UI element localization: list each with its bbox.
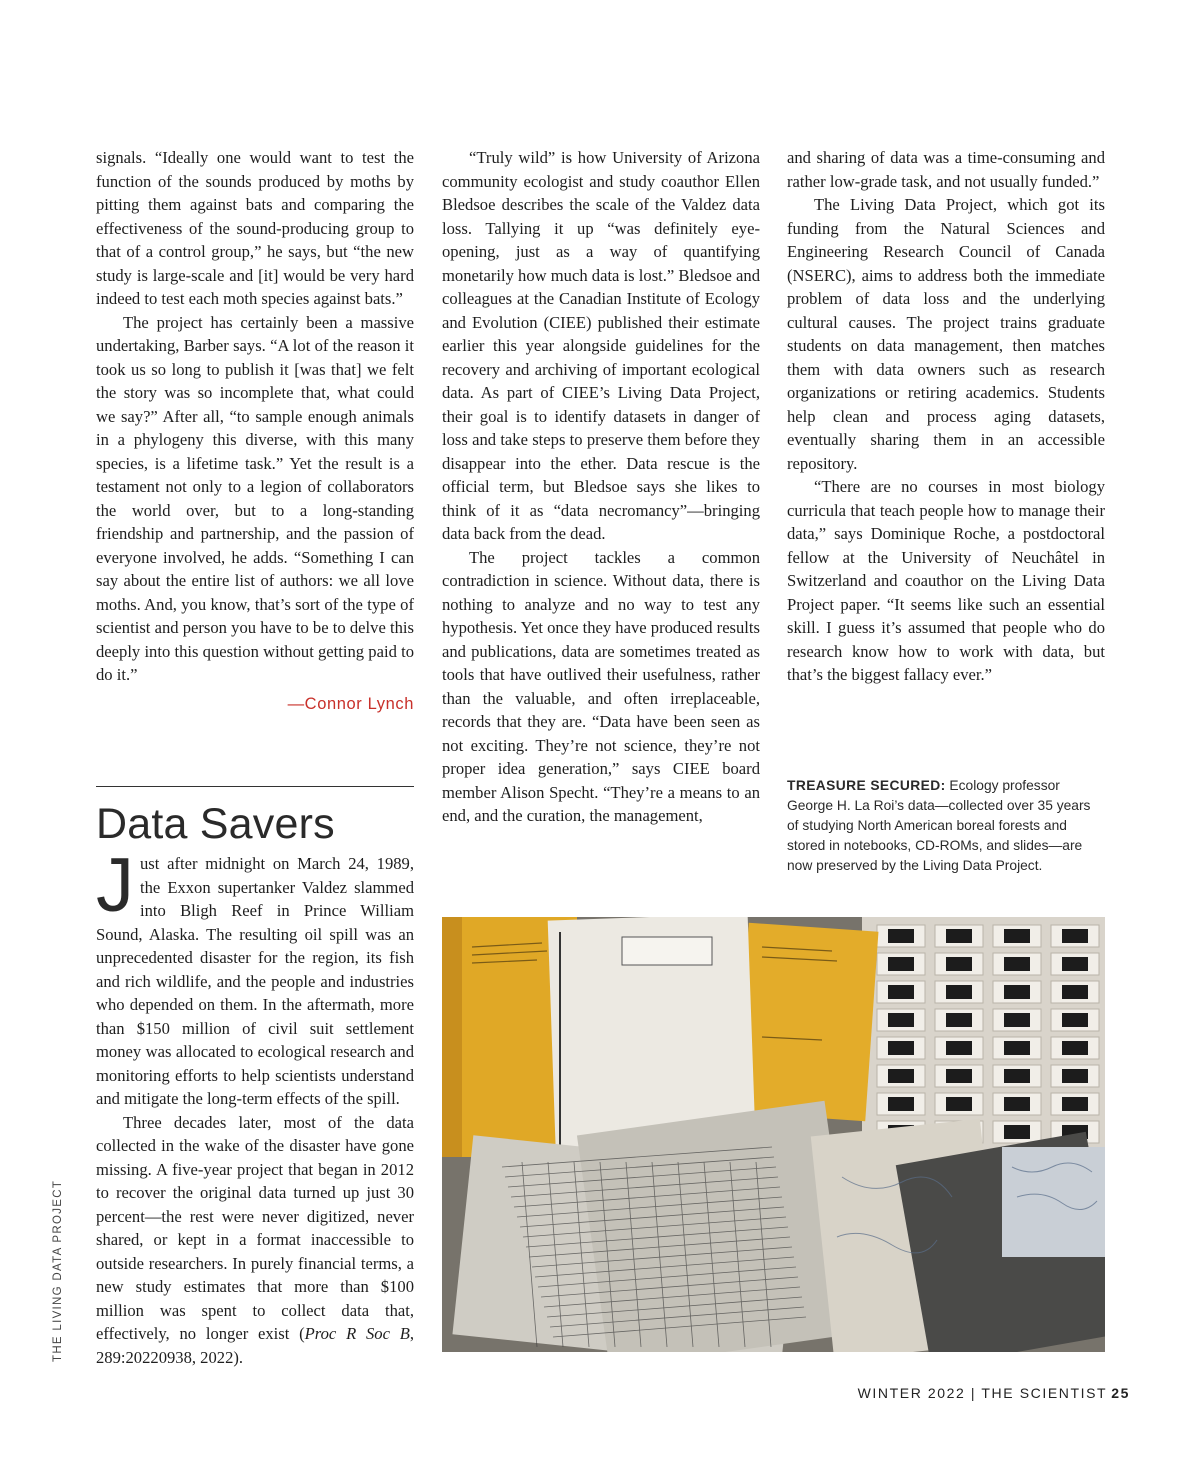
caption-text: Ecology professor George H. La Roi’s data—collected over 35 years of studying North American boreal forests and stored in notebooks, CD-ROMs, and slides—are now preserved by the Living Data Project. (787, 778, 1091, 873)
drop-cap: J (96, 843, 134, 928)
paragraph-text: Three decades later, most of the data collected in the wake of the disaster have gone missing. A five-year project that began in 2012 to recover the original data turned up just 30 percent—the rest were never digitized, never shared, or kept in a format inaccessible to outside researchers. In purely financial terms, a new study estimates that more than $100 million was spent to collect data that, effectively, no longer exist ( (96, 1112, 414, 1343)
article-column-2 (442, 146, 760, 828)
lead-text: ust after midnight on March 24, 1989, the Exxon supertanker Valdez slammed into Bligh Reef in Prince William Sound, Alaska. The resulting oil spill was an unprecedented disaster for the region, its fish and rich wildlife, and the people and industries who depended on them. In the aftermath, more than $150 million of civil suit settlement money was allocated to ecological research and monitoring efforts to help scientists understand and mitigate the long-term effects of the spill. (96, 854, 414, 1108)
paragraph: The project tackles a common contradiction in science. Without data, there is nothing to analyze and no way to test any hypothesis. Yet once they have produced results and publications, data are sometimes treated as tools that have outlived their usefulness, rather than the valuable, and often irreplaceable, records that they are. “Data have been seen as not exciting. They’re not science, they’re not proper idea generation,” says CIEE board member Alison Specht. “They’re a means to an end, and the curation, the management, (442, 547, 760, 825)
citation-journal: Proc R Soc B (304, 1324, 410, 1343)
section-column-1 (96, 843, 414, 1369)
article-column-3 (787, 146, 1105, 687)
caption-label: TREASURE SECURED: (787, 778, 946, 793)
paragraph: The project has certainly been a massive undertaking, Barber says. “A lot of the reason it took us so long to publish it [was that] we felt the story was so incomplete that, what could we say?” After all, “to sample enough animals in a phylogeny this diverse, with this many species, is a lifetime task.” Yet the result is a testament not only to a legion of collaborators the world over, but to a long-standing friendship and partnership, and the passion of everyone involved, he adds. “Something I can say about the entire list of authors: we all love moths. And, you know, that’s sort of the type of scientist and person you have to be to delve this deeply into this question without getting paid to do it.” (96, 312, 414, 684)
lead-paragraph (96, 843, 414, 1111)
citation-details: , 289:20220938, 2022). (96, 1324, 414, 1367)
author-byline: —Connor Lynch (287, 694, 414, 713)
section-title: Data Savers (96, 800, 335, 848)
page-number: 25 (1111, 1385, 1130, 1401)
data-archive-photo (442, 917, 1105, 1352)
paragraph: and sharing of data was a time-consuming and rather low-grade task, and not usually funded.” (787, 148, 1105, 191)
article-column-1 (96, 146, 414, 716)
paragraph: The Living Data Project, which got its funding from the Natural Sciences and Engineering Research Council of Canada (NSERC), aims to address both the immediate problem of data loss and the underlying cultural causes. The project trains graduate students on data management, then matches them with data owners such as research organizations or retiring academics. Students help clean and process aging datasets, eventually sharing them in an accessible repository. (787, 195, 1105, 473)
paragraph: “There are no courses in most biology curricula that teach people how to manage their data,” says Dominique Roche, a postdoctoral fellow at the University of Neuchâtel in Switzerland and coauthor on the Living Data Project paper. “It seems like such an essential skill. I guess it’s assumed that people who do research know how to work with data, but that’s the biggest fallacy ever.” (787, 477, 1105, 684)
section-divider (96, 786, 414, 787)
paragraph: “Truly wild” is how University of Arizona community ecologist and study coauthor Ellen Bledsoe describes the scale of the Valdez data loss. Tallying it up “was definitely eye-opening, just as a way of quantifying monetarily how much data is lost.” Bledsoe and colleagues at the Canadian Institute of Ecology and Evolution (CIEE) published their estimate earlier this year alongside guidelines for the recovery and archiving of important ecological data. As part of CIEE’s Living Data Project, their goal is to identify datasets in danger of loss and take steps to preserve them before they disappear into the ether. Data rescue is the official term, but Bledsoe says she likes to think of it as “data necromancy”—bringing data back from the dead. (442, 148, 760, 543)
photo-illustration (442, 917, 1105, 1352)
page-footer (858, 1385, 1130, 1401)
paragraph (96, 1111, 414, 1370)
issue-label: WINTER 2022 | THE SCIENTIST (857, 1385, 1108, 1401)
photo-caption (787, 776, 1105, 876)
sidebar-section-label: THE LIVING DATA PROJECT (52, 1179, 64, 1362)
paragraph: signals. “Ideally one would want to test the function of the sounds produced by moths by pitting them against bats and comparing the effectiveness of the sound-producing group to that of a control group,” he says, but “the new study is large-scale and [it] would be very hard indeed to test each moth species against bats.” (96, 148, 414, 308)
